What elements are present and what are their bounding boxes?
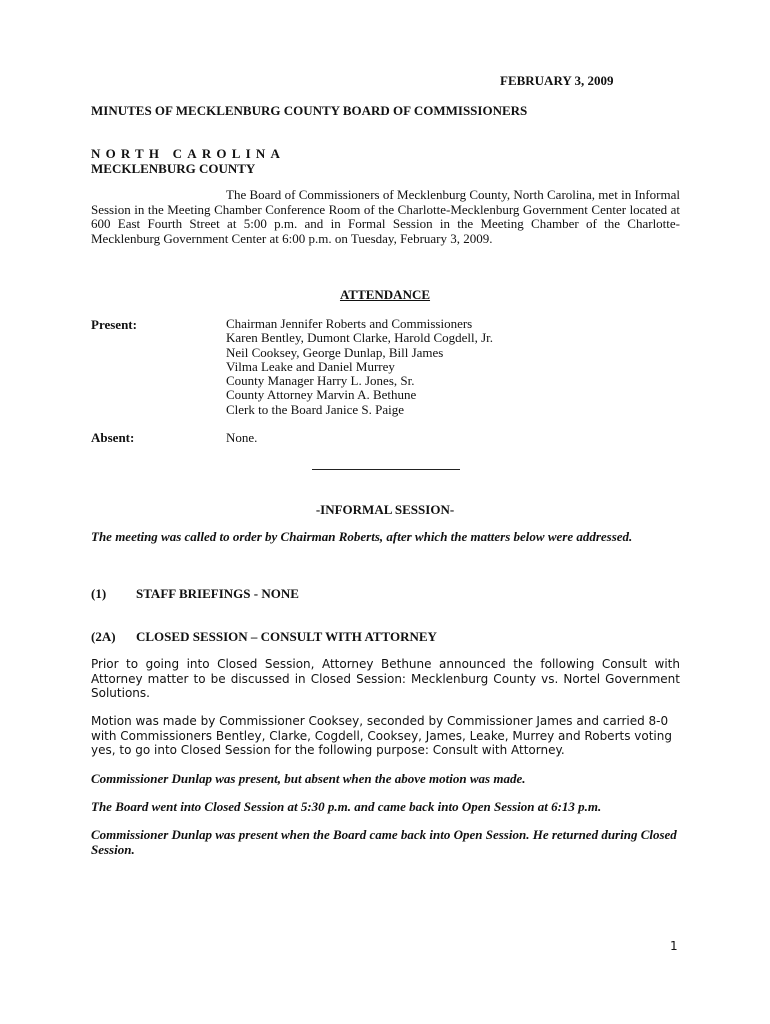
present-line: Vilma Leake and Daniel Murrey	[226, 358, 395, 374]
present-list	[226, 317, 493, 417]
attendance-heading: ATTENDANCE	[339, 287, 431, 302]
page-number: 1	[670, 939, 678, 953]
present-label: Present:	[91, 317, 137, 332]
informal-session-heading: -INFORMAL SESSION-	[315, 502, 455, 517]
section-2a-heading	[91, 629, 437, 645]
section-2a-number: (2A)	[91, 629, 116, 644]
present-line: Clerk to the Board Janice S. Paige	[226, 401, 404, 417]
section-1-heading	[91, 586, 299, 602]
county-name: MECKLENBURG COUNTY	[91, 161, 256, 176]
motion-paragraph: Motion was made by Commissioner Cooksey, seconded by Commissioner James and carried 8-0 with Commissioners Bentley, Clarke, Cogdell, Cooksey, James, Leake, Murrey and Roberts voting yes, to go into Closed Session for the following purpose: Consult with Attorney.	[91, 714, 672, 757]
section-1-number: (1)	[91, 586, 107, 601]
dunlap-returned-note: Commissioner Dunlap was present when the Board came back into Open Session. He returned during Closed Session.	[91, 827, 677, 857]
section-1-title: STAFF BRIEFINGS - NONE	[136, 586, 299, 601]
section-divider	[312, 469, 460, 470]
intro-paragraph	[91, 188, 680, 246]
intro-text: The Board of Commissioners of Mecklenburg County, North Carolina, met in Informal Session in the Meeting Chamber Conference Room of the Charlotte-Mecklenburg Government Center located at 600 East Fourth Street at 5:00 p.m. and in Formal Session in the Meeting Chamber of the Charlotte-Mecklenburg Government Center at 6:00 p.m. on Tuesday, February 3, 2009.	[91, 187, 680, 246]
present-line: Karen Bentley, Dumont Clarke, Harold Cogdell, Jr.	[226, 330, 494, 346]
state-name: NORTH CAROLINA	[91, 146, 286, 161]
section-2a-title: CLOSED SESSION – CONSULT WITH ATTORNEY	[136, 629, 437, 644]
present-line: County Attorney Marvin A. Bethune	[226, 387, 417, 403]
closed-session-announcement: Prior to going into Closed Session, Attorney Bethune announced the following Consult with Attorney matter to be discussed in Closed Session: Mecklenburg County vs. Nortel Government Solutions.	[91, 657, 680, 700]
document-title: MINUTES OF MECKLENBURG COUNTY BOARD OF COMMISSIONERS	[91, 103, 528, 118]
dunlap-absent-note: Commissioner Dunlap was present, but absent when the above motion was made.	[91, 771, 526, 786]
present-line: Chairman Jennifer Roberts and Commissioners	[226, 316, 473, 331]
present-line: Neil Cooksey, George Dunlap, Bill James	[226, 344, 444, 360]
present-line: County Manager Harry L. Jones, Sr.	[226, 373, 415, 389]
called-to-order-text: The meeting was called to order by Chairman Roberts, after which the matters below were addressed.	[91, 529, 633, 544]
absent-label: Absent:	[91, 430, 135, 445]
meeting-date: FEBRUARY 3, 2009	[500, 73, 614, 88]
closed-session-times-note: The Board went into Closed Session at 5:30 p.m. and came back into Open Session at 6:13 p.m.	[91, 799, 602, 814]
absent-value: None.	[226, 430, 258, 445]
